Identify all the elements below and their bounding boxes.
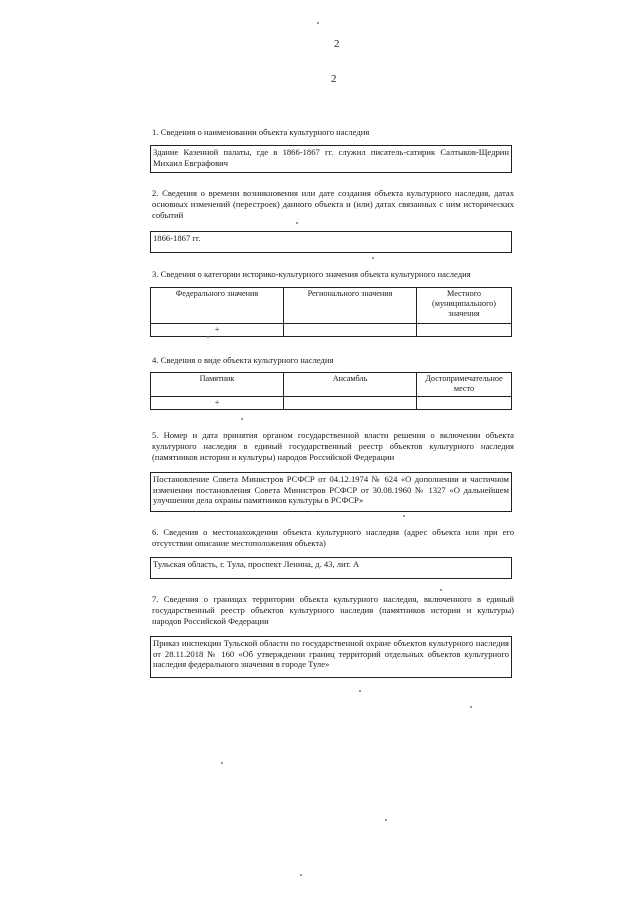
category-federal-header: Федерального значения: [151, 288, 284, 324]
section-7-heading: 7. Сведения о границах территории объекта культурного наследия, включенного в единый государственный реестр объектов культурного наследия (памятников истории и культуры) народов Российской Федерации: [152, 594, 514, 626]
section-5-heading: 5. Номер и дата принятия органом государственной власти решения о включении объекта культурного наследия в единый государственный реестр объектов культурного наследия (памятников истории и культуры) народов Российской Федерации: [152, 430, 514, 462]
scan-speck: [385, 819, 387, 821]
section-1-value-box: Здание Казенной палаты, где в 1866-1867 гг. служил писатель-сатирик Салтыков-Щедрин Михаил Евграфович: [150, 145, 512, 173]
type-landmark-mark: [417, 397, 512, 410]
scan-speck: [317, 22, 319, 24]
section-1-heading: 1. Сведения о наименовании объекта культурного наследия: [152, 127, 370, 137]
category-local-header: Местного (муниципального) значения: [417, 288, 512, 324]
page-number-top: 2: [334, 38, 340, 50]
scan-speck: [359, 690, 361, 692]
scan-speck: [241, 418, 243, 420]
category-regional-mark: [284, 324, 417, 337]
scan-speck: [221, 762, 223, 764]
category-regional-header: Регионального значения: [284, 288, 417, 324]
scan-speck: [470, 706, 472, 708]
section-3-heading: 3. Сведения о категории историко-культурного значения объекта культурного наследия: [152, 269, 471, 279]
scan-speck: [207, 336, 209, 338]
scan-speck: [372, 257, 374, 259]
section-4-type-table: [150, 372, 512, 410]
section-4-heading: 4. Сведения о виде объекта культурного наследия: [152, 355, 334, 365]
section-6-value-box: Тульская область, г. Тула, проспект Ленина, д. 43, лит. А: [150, 557, 512, 579]
type-monument-header: Памятник: [151, 373, 284, 397]
section-2-heading: 2. Сведения о времени возникновения или дате создания объекта культурного наследия, датах основных изменений (перестроек) данного объекта и (или) датах связанных с ним исторических событий: [152, 188, 514, 220]
section-6-heading: 6. Сведения о местонахождении объекта культурного наследия (адрес объекта или при его отсутствии описание местоположения объекта): [152, 527, 514, 548]
type-ensemble-mark: [284, 397, 417, 410]
category-federal-mark: +: [151, 324, 284, 337]
section-5-value-box: Постановление Совета Министров РСФСР от 04.12.1974 № 624 «О дополнении и частичном изменении постановления Совета Министров РСФСР от 30.08.1960 № 1327 «О дальнейшем улучшении дела охраны памятников культуры в РСФСР»: [150, 472, 512, 512]
type-monument-mark: +: [151, 397, 284, 410]
section-7-value-box: Приказ инспекции Тульской области по государственной охране объектов культурного наследия от 28.11.2018 № 160 «Об утверждении границ территорий отдельных объектов культурного наследия федерального значения в городе Туле»: [150, 636, 512, 678]
scan-speck: [403, 515, 405, 517]
scan-speck: [300, 874, 302, 876]
page-number-second: 2: [331, 73, 337, 85]
type-ensemble-header: Ансамбль: [284, 373, 417, 397]
scan-speck: [440, 589, 442, 591]
section-3-category-table: [150, 287, 512, 337]
category-local-mark: [417, 324, 512, 337]
section-2-value-box: 1866-1867 гг.: [150, 231, 512, 253]
scan-speck: [296, 222, 298, 224]
type-landmark-header: Достопримечательное место: [417, 373, 512, 397]
